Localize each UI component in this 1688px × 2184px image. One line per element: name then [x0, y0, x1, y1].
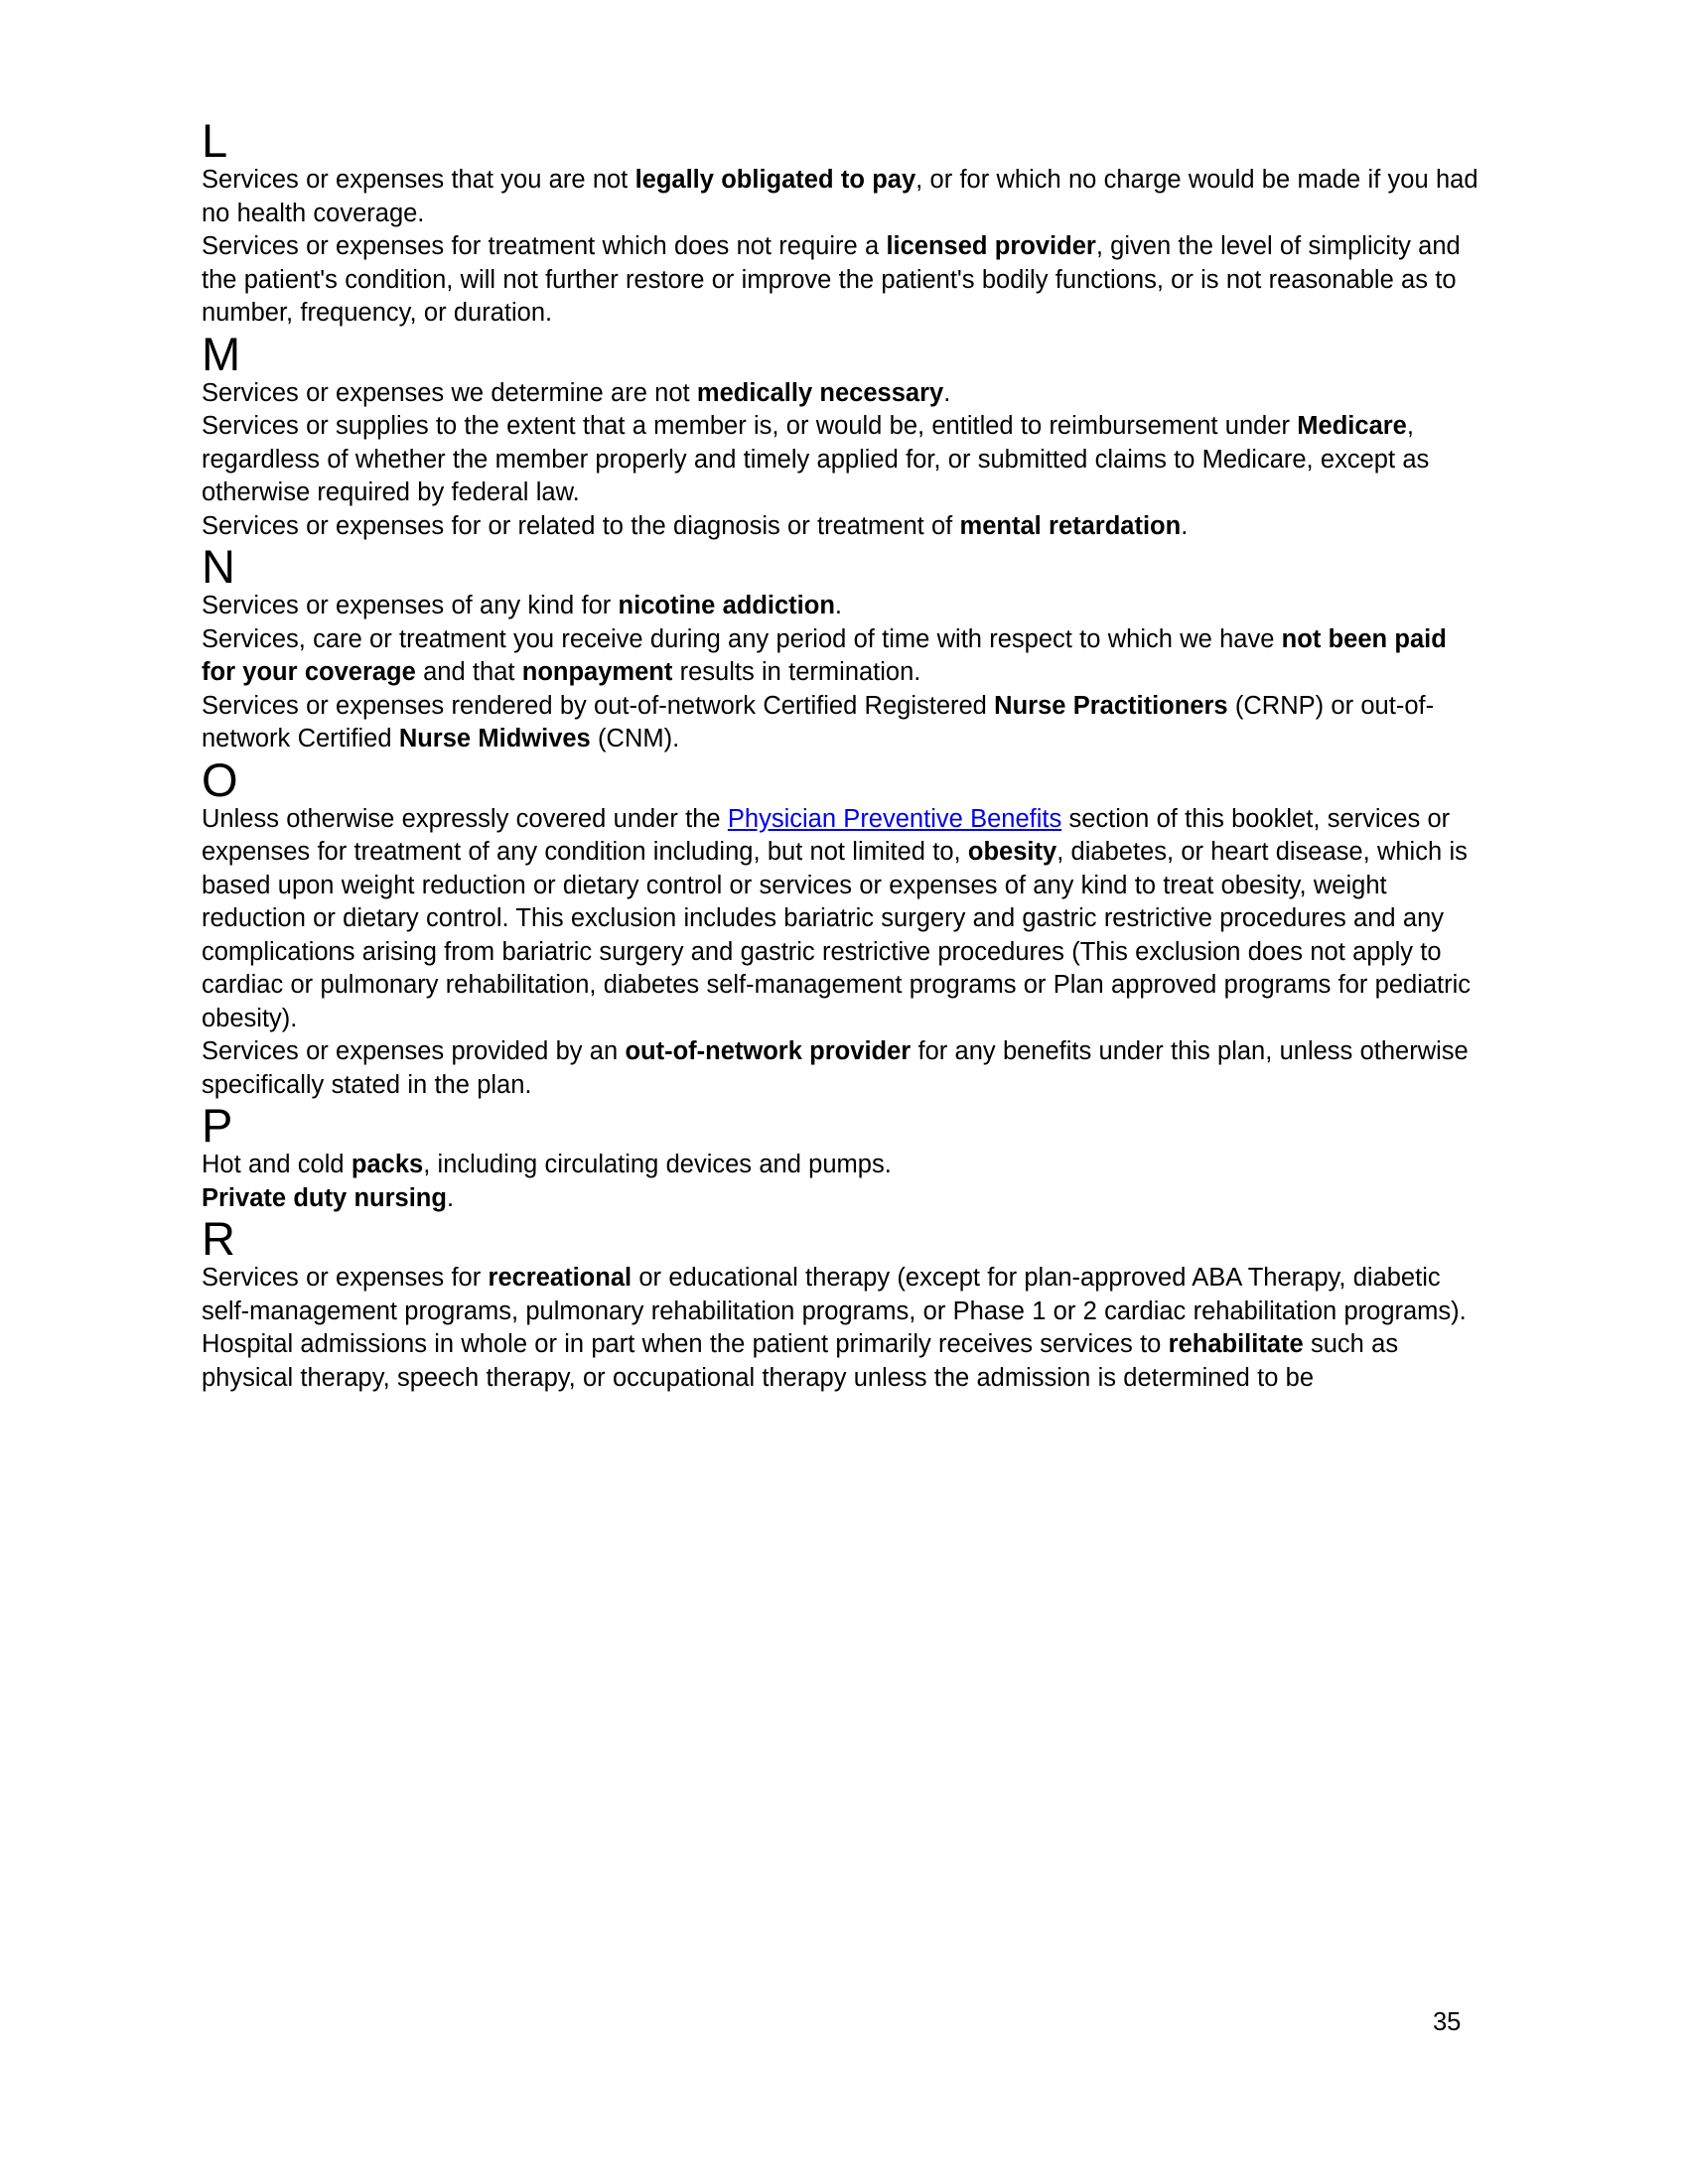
- text-run: Services or supplies to the extent that a member is, or would be, entitled to reimbursement under: [202, 412, 1298, 440]
- paragraph-r-2: [202, 1328, 1482, 1395]
- bold-term-mental-retardation: mental retardation: [959, 511, 1182, 540]
- text-run: such as physical therapy, speech therapy, or occupational therapy unless the admission is determined to be: [202, 1330, 1399, 1392]
- page-number: 35: [1433, 2008, 1462, 2036]
- bold-term-nicotine-addiction: nicotine addiction: [618, 592, 835, 619]
- paragraph-p-2: [202, 1182, 1482, 1216]
- text-run: Services or expenses rendered by out-of-network Certified Registered: [202, 691, 995, 720]
- text-run: Services or expenses for: [202, 1264, 489, 1292]
- text-run: Unless otherwise expressly covered under the: [202, 804, 728, 833]
- section-heading-p: P: [202, 1099, 233, 1152]
- section-heading-l: L: [202, 114, 228, 167]
- paragraph-m-2: [202, 410, 1482, 510]
- link-physician-preventive-benefits[interactable]: Physician Preventive Benefits: [727, 804, 1062, 833]
- bold-term-nurse-midwives: Nurse Midwives: [398, 725, 591, 752]
- section-heading-m: M: [202, 327, 241, 380]
- text-run: for any benefits under this plan, unless otherwise specifically stated in the plan.: [202, 1037, 1469, 1099]
- section-heading-r: R: [202, 1212, 235, 1265]
- paragraph-m-1: [202, 377, 1482, 411]
- text-run: Services or expenses provided by an: [202, 1037, 626, 1065]
- text-run: , diabetes, or heart disease, which is based upon weight reduction or dietary control or services or expenses of any kind to treat obesity, weight reduction or dietary control. This exclusion includes bariatric surgery and gastric restrictive procedures and any complications arising from bariatric surgery and gastric restrictive procedures (This exclusion does not apply to cardiac or pulmonary rehabilitation, diabetes self-management programs or Plan approved programs for pediatric obesity).: [202, 838, 1472, 1032]
- text-run: Hot and cold: [202, 1151, 352, 1178]
- text-run: Services or expenses for treatment which does not require a: [202, 232, 887, 260]
- paragraph-l-2: [202, 230, 1482, 331]
- paragraph-n-1: [202, 590, 1482, 623]
- bold-term-nonpayment: nonpayment: [521, 658, 673, 686]
- bold-term-medicare: Medicare: [1297, 412, 1407, 440]
- bold-term-obesity: obesity: [967, 838, 1057, 866]
- text-run: , given the level of simplicity and the patient's condition, will not further restore or improve the patient's bodily functions, or is not reasonable as to number, frequency, or duration.: [202, 232, 1461, 327]
- text-run: .: [446, 1183, 455, 1212]
- bold-term-legally-obligated-to-pay: legally obligated to pay: [634, 166, 916, 194]
- paragraph-m-3: [202, 510, 1482, 544]
- text-run: or educational therapy (except for plan-approved ABA Therapy, diabetic self-management programs, pulmonary rehabilitation programs, or Phase 1 or 2 cardiac rehabilitation programs).: [202, 1264, 1467, 1325]
- text-run: , regardless of whether the member properly and timely applied for, or submitted claims to Medicare, except as otherwise required by federal law.: [202, 412, 1430, 506]
- paragraph-n-2: [202, 623, 1482, 690]
- bold-term-rehabilitate: rehabilitate: [1168, 1330, 1304, 1358]
- section-heading-n: N: [202, 540, 235, 593]
- text-run: .: [943, 378, 951, 407]
- text-run: Services or expenses that you are not: [202, 166, 635, 194]
- paragraph-l-1: [202, 164, 1482, 230]
- text-run: Services or expenses for or related to the diagnosis or treatment of: [202, 511, 960, 540]
- text-run: Services, care or treatment you receive during any period of time with respect to which we have: [202, 624, 1282, 653]
- text-run: .: [1181, 511, 1189, 540]
- bold-term-nurse-practitioners: Nurse Practitioners: [994, 691, 1228, 720]
- paragraph-o-2: [202, 1035, 1482, 1102]
- paragraph-n-3: [202, 690, 1482, 756]
- bold-term-recreational: recreational: [488, 1264, 633, 1292]
- text-run: Services or expenses of any kind for: [202, 592, 619, 619]
- text-run: section of this booklet, services or expenses for treatment of any condition including, but not limited to,: [202, 804, 1451, 866]
- bold-term-private-duty-nursing: Private duty nursing: [202, 1183, 447, 1212]
- page-content: [202, 114, 1482, 1395]
- bold-term-out-of-network-provider: out-of-network provider: [625, 1037, 912, 1065]
- bold-term-not-been-paid-for-your-coverage: not been paid for your coverage: [202, 624, 1447, 686]
- bold-term-licensed-provider: licensed provider: [886, 232, 1096, 260]
- text-run: (CRNP) or out-of-network Certified: [202, 691, 1435, 752]
- text-run: (CNM).: [590, 725, 680, 752]
- text-run: Services or expenses we determine are not: [202, 378, 697, 407]
- text-run: Hospital admissions in whole or in part when the patient primarily receives services to: [202, 1330, 1169, 1358]
- text-run: and that: [415, 658, 522, 686]
- bold-term-packs: packs: [351, 1151, 424, 1178]
- paragraph-r-1: [202, 1262, 1482, 1328]
- text-run: results in termination.: [672, 658, 921, 686]
- text-run: .: [834, 592, 842, 619]
- text-run: , or for which no charge would be made if you had no health coverage.: [202, 166, 1478, 227]
- paragraph-p-1: [202, 1149, 1482, 1182]
- bold-term-medically-necessary: medically necessary: [696, 378, 944, 407]
- paragraph-o-1: [202, 803, 1482, 1036]
- section-heading-o: O: [202, 752, 238, 806]
- text-run: , including circulating devices and pumps.: [423, 1151, 892, 1178]
